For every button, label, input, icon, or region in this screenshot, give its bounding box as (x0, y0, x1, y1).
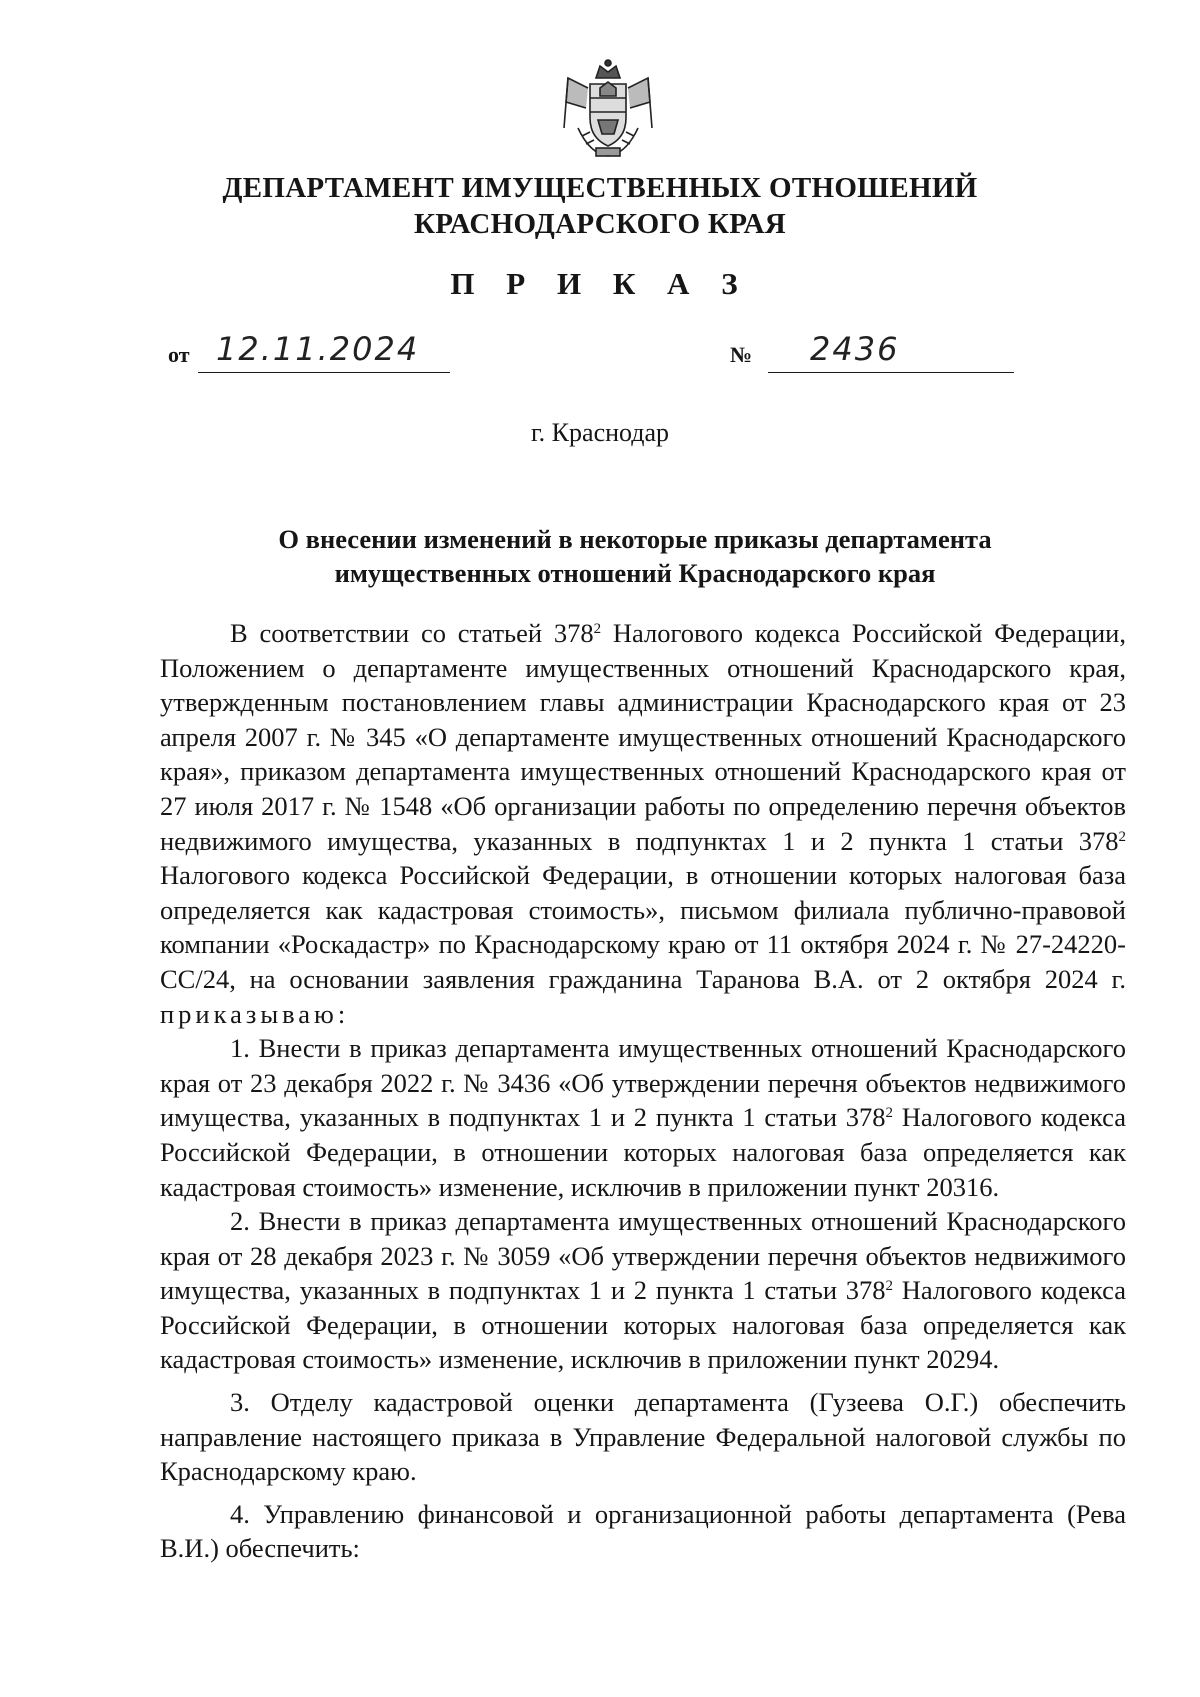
department-name-line2: КРАСНОДАРСКОГО КРАЯ (413, 208, 787, 240)
coat-of-arms-icon (560, 58, 656, 162)
item-1-paragraph (160, 1031, 1126, 1204)
title-line1: О внесении изменений в некоторые приказы департамента (278, 524, 992, 554)
title-line2: имущественных отношений Краснодарского края (334, 558, 936, 588)
number-handwritten: 2436 (810, 330, 900, 368)
date-label: от (168, 342, 190, 367)
superscript: 2 (1118, 828, 1126, 845)
order-word: приказываю: (160, 998, 350, 1029)
date-underline (198, 372, 450, 373)
item-2-paragraph (160, 1204, 1126, 1377)
item-2-text-a: 2. Внести в приказ департамента имущественных отношений Краснодарского края от 28 декабря 2023 г. № 3059 «Об утверждении перечня объектов недвижимого имущества, указанных в подпунктах 1 и 2 пункта 1 статьи 378 (160, 1206, 1126, 1306)
number-underline (768, 372, 1014, 373)
document-body (160, 616, 1126, 1566)
document-title (160, 522, 1110, 590)
item-3-paragraph: 3. Отделу кадастровой оценки департамента (Гузеева О.Г.) обеспечить направление настоящего приказа в Управление Федеральной налоговой службы по Краснодарскому краю. (160, 1387, 1126, 1487)
item-1-text-b: Налогового кодекса Российской Федерации, в отношении которых налоговая база определяется как кадастровая стоимость» изменение, исключив в приложении пункт 20316. (160, 1102, 1126, 1202)
item-4-paragraph: 4. Управлению финансовой и организационной работы департамента (Рева В.И.) обеспечить: (160, 1498, 1126, 1564)
date-handwritten: 12.11.2024 (216, 330, 420, 368)
number-label: № (730, 342, 753, 367)
superscript: 2 (885, 1278, 894, 1295)
item-2-text-b: Налогового кодекса Российской Федерации, в отношении которых налоговая база определяется как кадастровая стоимость» изменение, исключив в приложении пункт 20294. (160, 1275, 1126, 1375)
department-name-line1: ДЕПАРТАМЕНТ ИМУЩЕСТВЕННЫХ ОТНОШЕНИЙ (222, 172, 978, 204)
preamble-text-c: Налогового кодекса Российской Федерации, в отношении которых налоговая база определяется как кадастровая стоимость», письмом филиала публично-правовой компании «Роскадастр» по Краснодарскому краю от 11 октября 2024 г. № 27-24220-СС/24, на основании заявления гражданина Таранова В.А. от 2 октября 2024 г. (160, 860, 1126, 994)
preamble-text-a: В соответствии со статьей 378 (230, 618, 594, 648)
superscript: 2 (885, 1105, 894, 1122)
superscript: 2 (593, 621, 602, 637)
city: г. Краснодар (530, 418, 670, 447)
preamble-paragraph (160, 616, 1126, 1031)
item-1-text-a: 1. Внести в приказ департамента имущественных отношений Краснодарского края от 23 декабря 2022 г. № 3436 «Об утверждении перечня объектов недвижимого имущества, указанных в подпунктах 1 и 2 пункта 1 статьи 378 (160, 1033, 1126, 1133)
preamble-text-b: Налогового кодекса Российской Федерации, Положением о департаменте имущественных отношений Краснодарского края, утвержденным постановлением главы администрации Краснодарского края от 23 апреля 2007 г. № 345 «О департаменте имущественных отношений Краснодарского края», приказом департамента имущественных отношений Краснодарского края от 27 июля 2017 г. № 1548 «Об организации работы по определению перечня объектов недвижимого имущества, указанных в подпунктах 1 и 2 пункта 1 статьи 378 (160, 618, 1126, 856)
document-type: П Р И К А З (450, 266, 750, 301)
